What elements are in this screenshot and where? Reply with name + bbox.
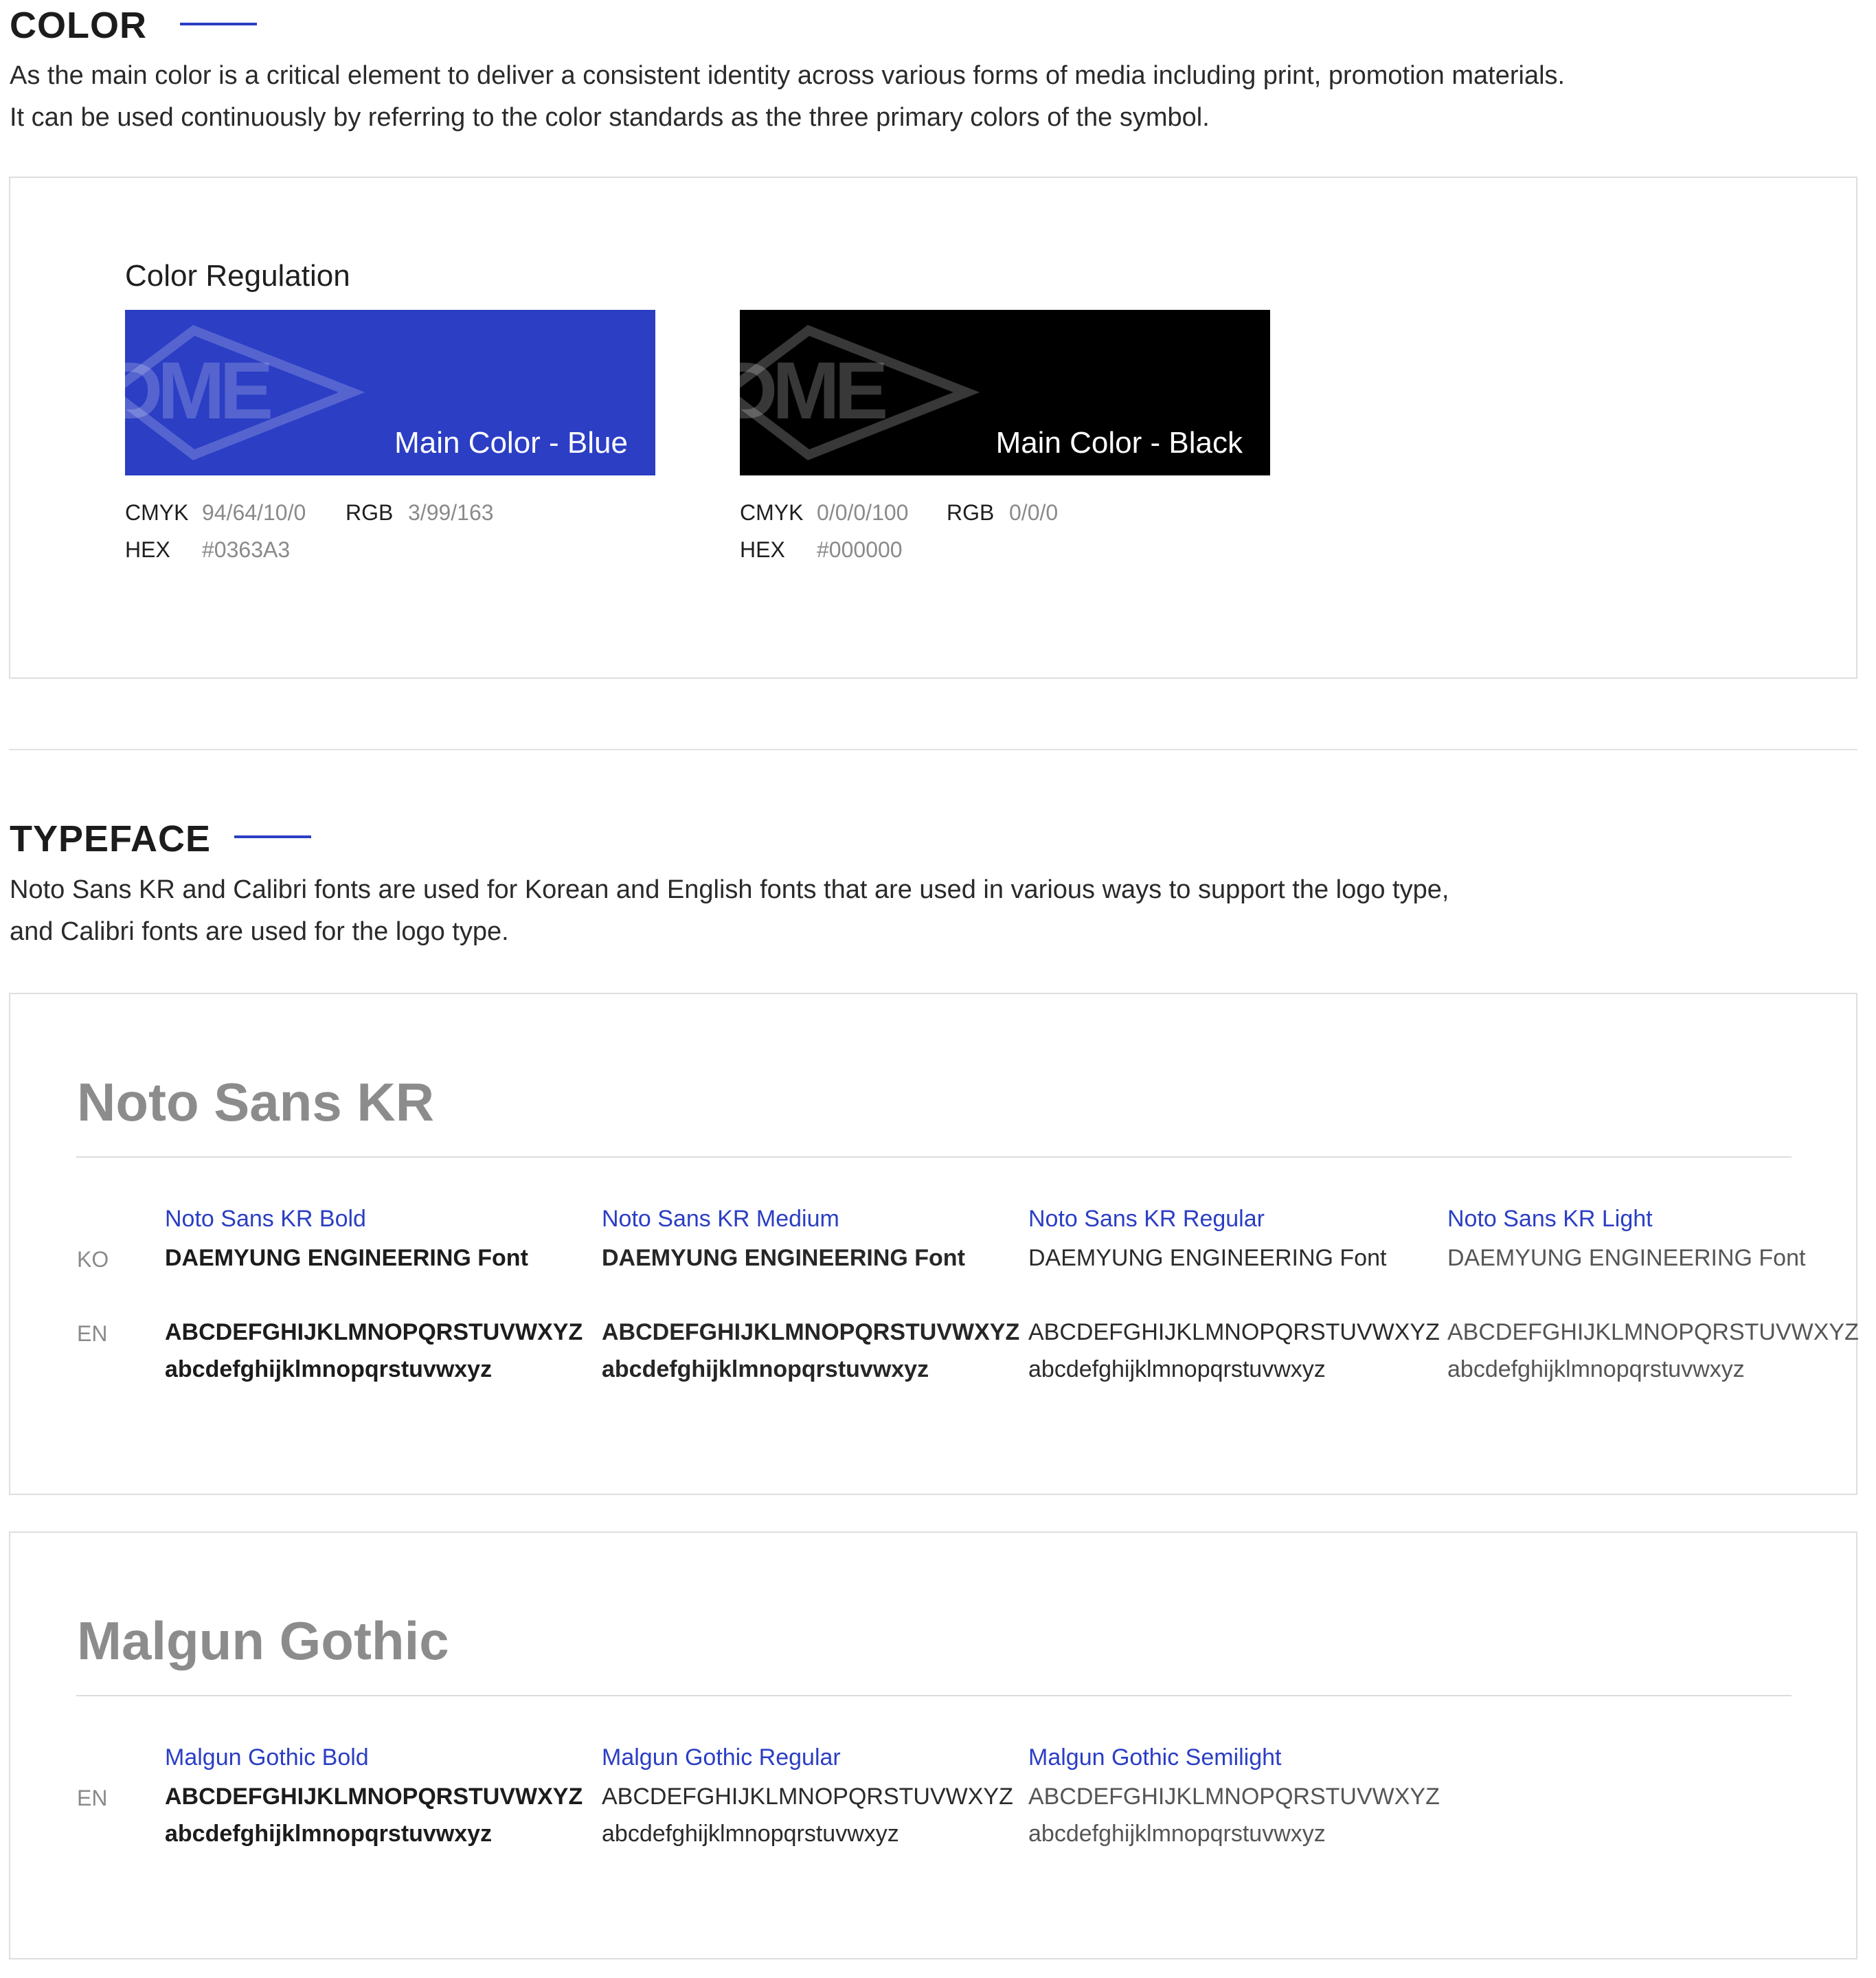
black-color-spec [740, 494, 1058, 568]
color-regulation-panel [9, 177, 1857, 679]
color-intro-line: It can be used continuously by referring to the color standards as the three primary colors of the symbol. [10, 103, 1210, 132]
typeface-section-title: TYPEFACE [10, 818, 212, 859]
font-weight-name: Malgun Gothic Regular [602, 1744, 841, 1771]
font-weight-column [165, 1737, 583, 1852]
typeface-intro-line: and Calibri fonts are used for the logo type. [10, 917, 509, 946]
ko-sample: DAEMYUNG ENGINEERING Font [1028, 1245, 1387, 1271]
font-weight-column [1028, 1737, 1440, 1852]
typeface-title-accent-line [234, 835, 311, 838]
lowercase-sample: abcdefghijklmnopqrstuvwxyz [1028, 1356, 1326, 1382]
uppercase-sample: ABCDEFGHIJKLMNOPQRSTUVWXYZ [165, 1319, 583, 1345]
ko-sample: DAEMYUNG ENGINEERING Font [602, 1245, 965, 1271]
malgun-gothic-panel [9, 1531, 1857, 1959]
font-weight-name: Noto Sans KR Regular [1028, 1206, 1265, 1232]
uppercase-sample: ABCDEFGHIJKLMNOPQRSTUVWXYZ [602, 1784, 1013, 1810]
font-title-rule [76, 1695, 1792, 1696]
font-weight-name: Noto Sans KR Light [1447, 1206, 1653, 1232]
noto-sans-kr-panel [9, 993, 1857, 1495]
font-weight-column [165, 1198, 583, 1388]
font-family-title: Malgun Gothic [77, 1610, 449, 1671]
uppercase-sample: ABCDEFGHIJKLMNOPQRSTUVWXYZ [1447, 1319, 1859, 1345]
main-color-black-swatch [719, 310, 1270, 475]
font-family-title: Noto Sans KR [77, 1072, 435, 1132]
lowercase-sample: abcdefghijklmnopqrstuvwxyz [1447, 1356, 1745, 1382]
color-intro [10, 55, 1565, 139]
hex-key: HEX [740, 537, 785, 562]
color-title-accent-line [180, 23, 257, 25]
blue-color-spec [125, 494, 494, 568]
cmyk-value: 94/64/10/0 [202, 500, 306, 525]
hex-key: HEX [125, 537, 170, 562]
font-weight-column [1028, 1198, 1440, 1388]
uppercase-sample: ABCDEFGHIJKLMNOPQRSTUVWXYZ [165, 1784, 583, 1810]
main-color-blue-swatch [104, 310, 655, 475]
color-intro-line: As the main color is a critical element to deliver a consistent identity across various forms of media including print, promotion materials. [10, 61, 1566, 90]
cmyk-value: 0/0/0/100 [817, 500, 909, 525]
font-weight-name: Malgun Gothic Bold [165, 1744, 369, 1771]
hex-value: #0363A3 [202, 537, 291, 562]
rgb-value: 0/0/0 [1009, 500, 1059, 525]
lowercase-sample: abcdefghijklmnopqrstuvwxyz [165, 1356, 493, 1382]
cmyk-key: CMYK [125, 500, 189, 525]
cmyk-key: CMYK [740, 500, 804, 525]
font-weight-name: Malgun Gothic Semilight [1028, 1744, 1282, 1771]
font-weight-column [602, 1737, 1013, 1852]
logo-watermark-icon [104, 310, 372, 475]
font-title-rule [76, 1156, 1792, 1158]
rgb-key: RGB [947, 500, 995, 525]
font-weight-column [1447, 1198, 1859, 1388]
typeface-intro-line: Noto Sans KR and Calibri fonts are used for Korean and English fonts that are used in various ways to support the logo type, [10, 875, 1449, 904]
font-weight-name: Noto Sans KR Medium [602, 1206, 839, 1232]
swatch-label: Main Color - Black [995, 426, 1243, 460]
lowercase-sample: abcdefghijklmnopqrstuvwxyz [165, 1821, 493, 1847]
rgb-value: 3/99/163 [408, 500, 494, 525]
lang-label-en: EN [77, 1321, 108, 1346]
lowercase-sample: abcdefghijklmnopqrstuvwxyz [602, 1821, 899, 1847]
lang-label-ko: KO [77, 1247, 109, 1272]
color-section-title: COLOR [10, 5, 147, 46]
section-divider [9, 749, 1857, 750]
lang-label-en: EN [77, 1786, 108, 1810]
lowercase-sample: abcdefghijklmnopqrstuvwxyz [602, 1356, 929, 1382]
uppercase-sample: ABCDEFGHIJKLMNOPQRSTUVWXYZ [602, 1319, 1020, 1345]
lowercase-sample: abcdefghijklmnopqrstuvwxyz [1028, 1821, 1326, 1847]
color-regulation-title: Color Regulation [125, 259, 350, 293]
svg-text:DME: DME [104, 346, 269, 436]
typeface-intro [10, 869, 1449, 953]
logo-watermark-icon [719, 310, 987, 475]
uppercase-sample: ABCDEFGHIJKLMNOPQRSTUVWXYZ [1028, 1319, 1440, 1345]
rgb-key: RGB [346, 500, 394, 525]
font-weight-name: Noto Sans KR Bold [165, 1206, 366, 1232]
ko-sample: DAEMYUNG ENGINEERING Font [1447, 1245, 1806, 1271]
font-weight-column [602, 1198, 1019, 1388]
uppercase-sample: ABCDEFGHIJKLMNOPQRSTUVWXYZ [1028, 1784, 1440, 1810]
swatch-label: Main Color - Blue [394, 426, 628, 460]
svg-text:DME: DME [719, 346, 883, 436]
ko-sample: DAEMYUNG ENGINEERING Font [165, 1245, 528, 1271]
hex-value: #000000 [817, 537, 903, 562]
